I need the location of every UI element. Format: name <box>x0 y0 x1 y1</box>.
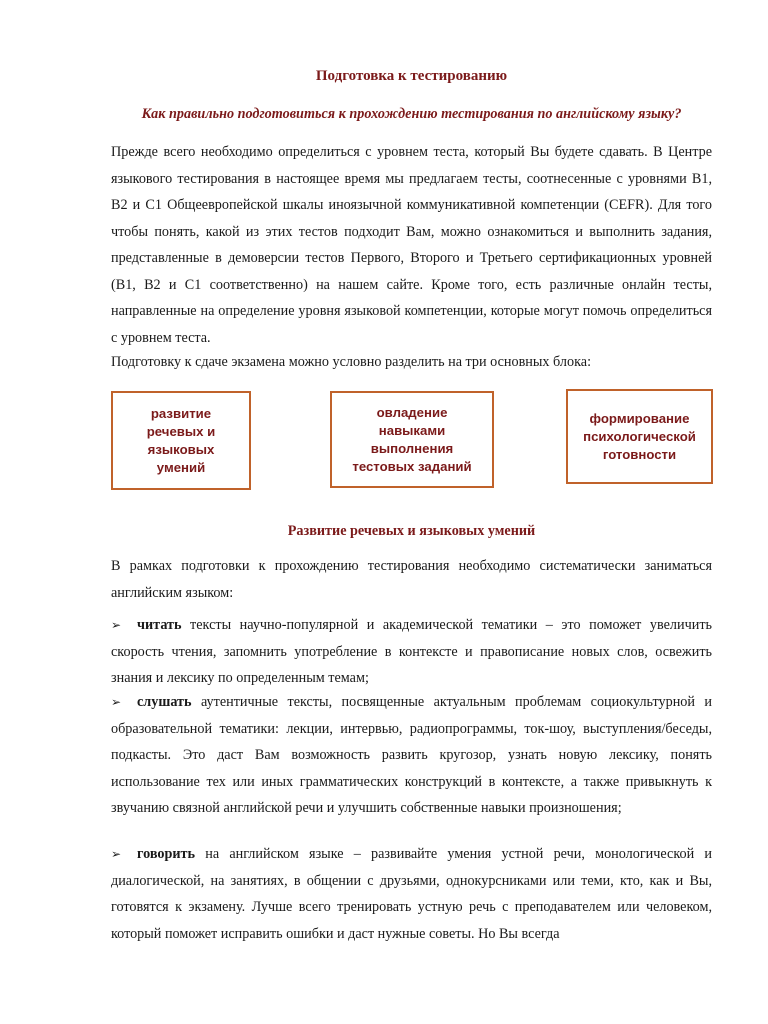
block-speech-skills <box>111 391 251 490</box>
list-item-keyword: читать <box>137 617 182 633</box>
arrow-bullet-icon: ➢ <box>111 618 122 632</box>
block-test-skills <box>330 391 494 488</box>
list-item-keyword: слушать <box>137 694 192 710</box>
arrow-bullet-icon: ➢ <box>111 847 122 861</box>
block-psychological-readiness <box>566 389 713 484</box>
list-item-text: тексты научно-популярной и академической тематики – это поможет увеличить скорость чтения, запомнить употребление в контексте и правописание новых слов, освежить знания и лексику по определенным темам; <box>111 617 712 686</box>
section-intro-paragraph: В рамках подготовки к прохождению тестирования необходимо систематически заниматься английским языком: <box>111 558 712 601</box>
list-item <box>111 612 712 692</box>
list-item-text: на английском языке – развивайте умения устной речи, монологической и диалогической, на занятиях, в общении с друзьями, однокурсниками или теми, кто, как и Вы, готовятся к экзамену. Лучше всего тренировать устную речь с преподавателем или человеком, который поможет исправить ошибки и даст нужные советы. Но Вы всегда <box>111 846 712 942</box>
preparation-blocks <box>111 391 712 491</box>
list-item <box>111 689 712 822</box>
block-speech-skills-label: развитие речевых и языковых умений <box>146 405 216 475</box>
arrow-bullet-icon: ➢ <box>111 695 122 709</box>
list-item-keyword: говорить <box>137 846 196 862</box>
block-test-skills-label: овладение навыками выполнения тестовых заданий <box>352 404 472 474</box>
intro-paragraph: Прежде всего необходимо определиться с уровнем теста, который Вы будете сдавать. В Центре языкового тестирования в настоящее время мы предлагаем тесты, соотнесенные с уровнями B1, B2 и C1 Общеевропейской шкалы иноязычной коммуникативной компетенции (CEFR). Для того чтобы понять, какой из этих тестов подходит Вам, можно ознакомиться и выполнить задания, представленные в демоверсии тестов Первого, Второго и Третьего сертификационных уровней (B1, B2 и C1 соответственно) на нашем сайте. Кроме того, есть различные онлайн тесты, направленные на определение уровня языковой компетенции, которые могут помочь определиться с уровнем теста. <box>111 144 712 346</box>
section-title: Развитие речевых и языковых умений <box>287 523 536 539</box>
blocks-intro-paragraph: Подготовку к сдаче экзамена можно условно разделить на три основных блока: <box>111 354 592 370</box>
page-subtitle: Как правильно подготовиться к прохождению тестирования по английскому языку? <box>141 106 682 122</box>
list-item-text: аутентичные тексты, посвященные актуальным проблемам социокультурной и образовательной тематики: лекции, интервью, радиопрограммы, ток-шоу, выступления/беседы, подкасты. Это даст Вам возможность развить кругозор, узнать новую лексику, понять использование тех или иных грамматических конструкций в контексте, а также привыкнуть к звучанию связной английской речи и улучшить собственные навыки произношения; <box>111 694 712 816</box>
page-title: Подготовка к тестированию <box>315 68 508 84</box>
block-psychological-readiness-label: формирование психологической готовности <box>583 410 696 462</box>
list-item <box>111 841 712 947</box>
